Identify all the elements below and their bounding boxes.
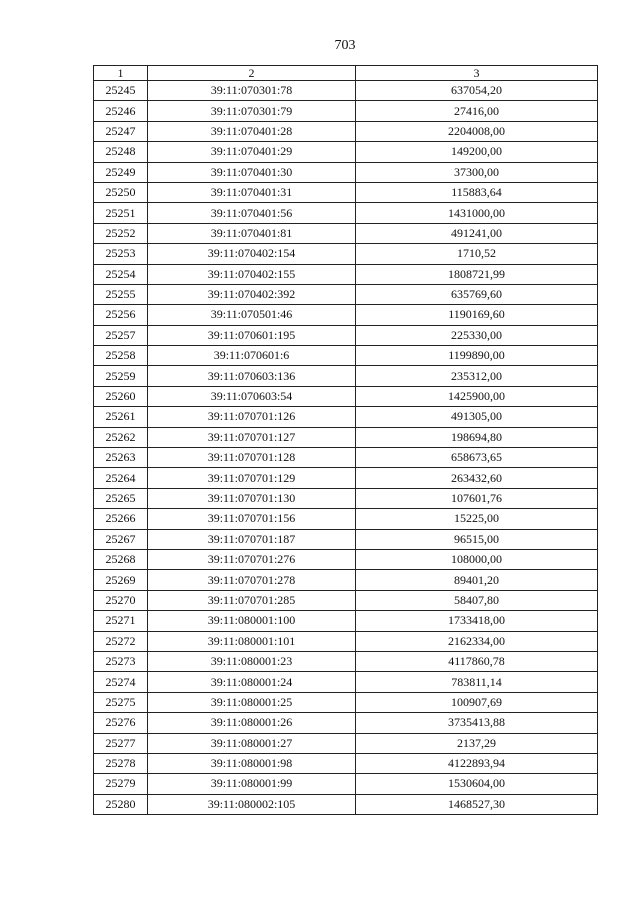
cadastral-number-cell: 39:11:070401:81 <box>148 223 356 243</box>
table-row <box>94 386 598 406</box>
row-number-cell: 25276 <box>94 713 148 733</box>
cadastral-number-cell: 39:11:070701:276 <box>148 549 356 569</box>
cadastral-number-cell: 39:11:080001:100 <box>148 611 356 631</box>
table-body <box>94 81 598 815</box>
table-row <box>94 284 598 304</box>
table-row <box>94 203 598 223</box>
table-row <box>94 733 598 753</box>
value-cell: 15225,00 <box>356 509 598 529</box>
table-row <box>94 794 598 814</box>
cadastral-number-cell: 39:11:070603:136 <box>148 366 356 386</box>
table-row <box>94 223 598 243</box>
row-number-cell: 25250 <box>94 182 148 202</box>
cadastral-number-cell: 39:11:070701:130 <box>148 488 356 508</box>
cadastral-number-cell: 39:11:080001:23 <box>148 651 356 671</box>
row-number-cell: 25270 <box>94 590 148 610</box>
row-number-cell: 25257 <box>94 325 148 345</box>
cadastral-number-cell: 39:11:080001:99 <box>148 774 356 794</box>
table-row <box>94 162 598 182</box>
value-cell: 1468527,30 <box>356 794 598 814</box>
table-row <box>94 407 598 427</box>
cadastral-number-cell: 39:11:070301:78 <box>148 81 356 101</box>
value-cell: 89401,20 <box>356 570 598 590</box>
cadastral-number-cell: 39:11:070401:30 <box>148 162 356 182</box>
value-cell: 2162334,00 <box>356 631 598 651</box>
value-cell: 1710,52 <box>356 244 598 264</box>
cadastral-number-cell: 39:11:070701:278 <box>148 570 356 590</box>
table-row <box>94 121 598 141</box>
value-cell: 27416,00 <box>356 101 598 121</box>
table-row <box>94 549 598 569</box>
row-number-cell: 25254 <box>94 264 148 284</box>
value-cell: 2204008,00 <box>356 121 598 141</box>
row-number-cell: 25252 <box>94 223 148 243</box>
table-row <box>94 713 598 733</box>
row-number-cell: 25277 <box>94 733 148 753</box>
cadastral-number-cell: 39:11:080001:24 <box>148 672 356 692</box>
row-number-cell: 25261 <box>94 407 148 427</box>
cadastral-number-cell: 39:11:070301:79 <box>148 101 356 121</box>
table-row <box>94 346 598 366</box>
cadastral-number-cell: 39:11:080001:101 <box>148 631 356 651</box>
table-row <box>94 182 598 202</box>
table-row <box>94 651 598 671</box>
row-number-cell: 25280 <box>94 794 148 814</box>
table-row <box>94 753 598 773</box>
row-number-cell: 25247 <box>94 121 148 141</box>
table-row <box>94 142 598 162</box>
value-cell: 635769,60 <box>356 284 598 304</box>
value-cell: 783811,14 <box>356 672 598 692</box>
table-row <box>94 81 598 101</box>
row-number-cell: 25265 <box>94 488 148 508</box>
table-row <box>94 590 598 610</box>
row-number-cell: 25279 <box>94 774 148 794</box>
table-row <box>94 570 598 590</box>
column-header-1: 1 <box>94 66 148 81</box>
value-cell: 2137,29 <box>356 733 598 753</box>
table-row <box>94 692 598 712</box>
cadastral-number-cell: 39:11:070601:6 <box>148 346 356 366</box>
value-cell: 263432,60 <box>356 468 598 488</box>
registry-table <box>93 65 598 815</box>
column-header-3: 3 <box>356 66 598 81</box>
cadastral-number-cell: 39:11:080002:105 <box>148 794 356 814</box>
table-row <box>94 325 598 345</box>
table-row <box>94 264 598 284</box>
row-number-cell: 25262 <box>94 427 148 447</box>
value-cell: 149200,00 <box>356 142 598 162</box>
cadastral-number-cell: 39:11:070401:28 <box>148 121 356 141</box>
value-cell: 4117860,78 <box>356 651 598 671</box>
row-number-cell: 25251 <box>94 203 148 223</box>
table-row <box>94 488 598 508</box>
row-number-cell: 25268 <box>94 549 148 569</box>
cadastral-number-cell: 39:11:070701:128 <box>148 448 356 468</box>
table-row <box>94 305 598 325</box>
value-cell: 198694,80 <box>356 427 598 447</box>
cadastral-number-cell: 39:11:070701:285 <box>148 590 356 610</box>
value-cell: 4122893,94 <box>356 753 598 773</box>
row-number-cell: 25246 <box>94 101 148 121</box>
cadastral-number-cell: 39:11:070401:29 <box>148 142 356 162</box>
table-row <box>94 101 598 121</box>
value-cell: 225330,00 <box>356 325 598 345</box>
row-number-cell: 25267 <box>94 529 148 549</box>
header-row <box>94 66 598 81</box>
cadastral-number-cell: 39:11:070701:126 <box>148 407 356 427</box>
row-number-cell: 25264 <box>94 468 148 488</box>
cadastral-number-cell: 39:11:070402:154 <box>148 244 356 264</box>
value-cell: 96515,00 <box>356 529 598 549</box>
value-cell: 108000,00 <box>356 549 598 569</box>
value-cell: 1190169,60 <box>356 305 598 325</box>
cadastral-number-cell: 39:11:070701:127 <box>148 427 356 447</box>
value-cell: 658673,65 <box>356 448 598 468</box>
value-cell: 1425900,00 <box>356 386 598 406</box>
page-number: 703 <box>334 38 356 53</box>
row-number-cell: 25274 <box>94 672 148 692</box>
cadastral-number-cell: 39:11:070701:129 <box>148 468 356 488</box>
value-cell: 3735413,88 <box>356 713 598 733</box>
row-number-cell: 25260 <box>94 386 148 406</box>
value-cell: 107601,76 <box>356 488 598 508</box>
column-header-2: 2 <box>148 66 356 81</box>
table-row <box>94 244 598 264</box>
cadastral-number-cell: 39:11:080001:27 <box>148 733 356 753</box>
value-cell: 1199890,00 <box>356 346 598 366</box>
value-cell: 491241,00 <box>356 223 598 243</box>
table-row <box>94 631 598 651</box>
value-cell: 1808721,99 <box>356 264 598 284</box>
row-number-cell: 25253 <box>94 244 148 264</box>
value-cell: 235312,00 <box>356 366 598 386</box>
row-number-cell: 25256 <box>94 305 148 325</box>
cadastral-number-cell: 39:11:070401:31 <box>148 182 356 202</box>
cadastral-number-cell: 39:11:070701:187 <box>148 529 356 549</box>
value-cell: 491305,00 <box>356 407 598 427</box>
cadastral-number-cell: 39:11:070401:56 <box>148 203 356 223</box>
cadastral-number-cell: 39:11:070701:156 <box>148 509 356 529</box>
cadastral-number-cell: 39:11:080001:25 <box>148 692 356 712</box>
table-row <box>94 448 598 468</box>
table-row <box>94 366 598 386</box>
cadastral-number-cell: 39:11:070603:54 <box>148 386 356 406</box>
row-number-cell: 25248 <box>94 142 148 162</box>
table-row <box>94 509 598 529</box>
row-number-cell: 25258 <box>94 346 148 366</box>
cadastral-number-cell: 39:11:070402:392 <box>148 284 356 304</box>
table-row <box>94 774 598 794</box>
row-number-cell: 25249 <box>94 162 148 182</box>
row-number-cell: 25263 <box>94 448 148 468</box>
row-number-cell: 25245 <box>94 81 148 101</box>
row-number-cell: 25278 <box>94 753 148 773</box>
value-cell: 37300,00 <box>356 162 598 182</box>
table-row <box>94 611 598 631</box>
table-header <box>94 66 598 81</box>
table-row <box>94 529 598 549</box>
row-number-cell: 25269 <box>94 570 148 590</box>
cadastral-number-cell: 39:11:080001:26 <box>148 713 356 733</box>
table-row <box>94 672 598 692</box>
value-cell: 115883,64 <box>356 182 598 202</box>
value-cell: 1733418,00 <box>356 611 598 631</box>
row-number-cell: 25266 <box>94 509 148 529</box>
table-row <box>94 427 598 447</box>
value-cell: 637054,20 <box>356 81 598 101</box>
value-cell: 100907,69 <box>356 692 598 712</box>
row-number-cell: 25273 <box>94 651 148 671</box>
cadastral-number-cell: 39:11:070402:155 <box>148 264 356 284</box>
value-cell: 1530604,00 <box>356 774 598 794</box>
row-number-cell: 25271 <box>94 611 148 631</box>
table-row <box>94 468 598 488</box>
value-cell: 58407,80 <box>356 590 598 610</box>
cadastral-number-cell: 39:11:080001:98 <box>148 753 356 773</box>
row-number-cell: 25272 <box>94 631 148 651</box>
row-number-cell: 25275 <box>94 692 148 712</box>
cadastral-number-cell: 39:11:070501:46 <box>148 305 356 325</box>
cadastral-number-cell: 39:11:070601:195 <box>148 325 356 345</box>
row-number-cell: 25259 <box>94 366 148 386</box>
row-number-cell: 25255 <box>94 284 148 304</box>
value-cell: 1431000,00 <box>356 203 598 223</box>
